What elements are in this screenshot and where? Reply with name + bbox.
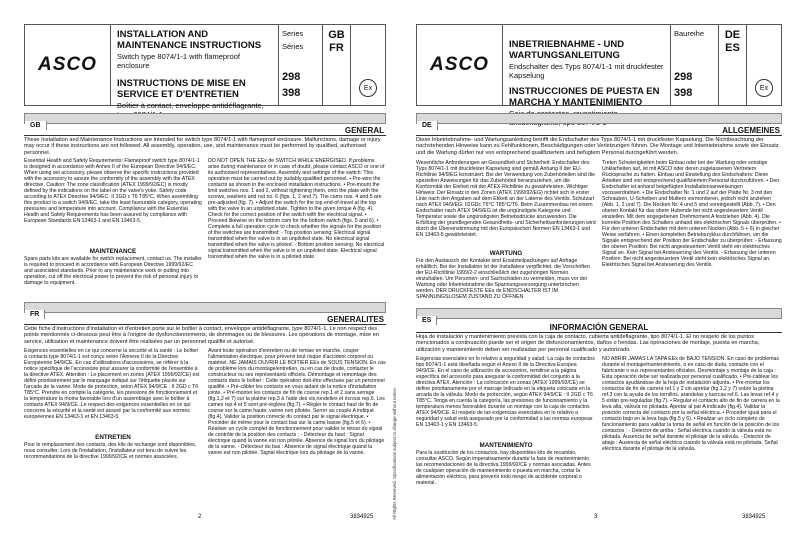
document-code: 3834925 bbox=[742, 514, 766, 520]
header bbox=[416, 24, 782, 106]
subtitle-de: Endschalter des Typs 8074/1-1 mit druckfester Kapselung bbox=[509, 62, 664, 80]
title-es: INSTRUCCIONES DE PUESTA EN MARCHA Y MANTENIMIENTO bbox=[509, 86, 660, 108]
page-number: 3 bbox=[594, 514, 598, 520]
es-general-title: INFORMACIÓN GENERAL bbox=[416, 323, 782, 333]
gb-column-2: DO NOT OPEN THE EEx de SWITCH WHILE ENERGISED. If problems arise during maintenance or in case of doubt, please contact ASCO or one of its authorised representatives. Assembly and settings of the switch: This operation must be carried out by suitably qualified personnel. • Pre-wire the contacts as shown in the enclosed installation instructions. • Pre-mount the limit switches nos. 1 and 2, without tightening them, onto the plate with the screws, washers and nut no. 6 (figs. 1, 2 and 7). The cams nos. 4 and 5 are pre-adjusted (fig. 7). • Adjust the switch for the top end-of-travel at the top with the valve in an unpiloted state. Tighten to the given torque A (fig. 4). Check for the correct position of the switch with the electrical signal. • Proceed likewise on the bottom cam for the bottom switch (figs. 5 and 6). • Complete a full operation cycle to check whether the signals for the position of the switches are transmitted: - Top position sensing: Electrical signal transmitted when the valve is in an unpiloted state. No electrical signal transmitted when the valve is piloted. - Bottom position sensing: No electrical signal transmitted when the valve is in an unpiloted state. Electrical signal transmitted when the valve is in a piloted state. bbox=[208, 158, 385, 260]
section-bar-de bbox=[416, 113, 782, 129]
series-label: Baureihe bbox=[674, 29, 705, 38]
series-box bbox=[279, 25, 323, 105]
lang-code-2: ES bbox=[725, 42, 740, 54]
gb-maintenance-text: Spare parts kits are available for switch replacement, contact us. The installer is required to proceed in accordance with European Directive 1999/92/EC and associated standards. Prior to any maintenance work or putting into operation, cut off the electrical power to prevent the risk of personal injury or damage to equipment. bbox=[24, 256, 202, 286]
section-bar-es bbox=[416, 308, 782, 324]
de-general-text: Diese Inbetriebnahme- und Wartungsanleitung betrifft die Endschalter des Typs 8074/1-1 mit druckfester Kapselung. Die Nichtbeachtung der nachstehenden Hinweise kann zu Fehlfunktionen, Beschädigungen oder Verletzungen führen. Die Montage und Inbetriebnahme sowie der Einsatz und die Wartung dürfen nur von entsprechend qualifiziertem und befugtem Personal durchgeführt werden. bbox=[416, 137, 779, 156]
title-de: INBETRIEBNAHME - UND WARTUNGSANLEITUNG bbox=[509, 39, 625, 61]
series-label-fr: Séries bbox=[282, 42, 304, 51]
es-general-text: Hoja de instalación y mantenimiento prevista con la caja de contacto, cubierta antideflagrante, tipo 8074/1-1. El no respeto de los puntos mencionados a continuación puede ser el origen de disfuncionamientos, daños o heridas. Las operaciones de montaje, puesta en marcha, utilización y mantenimiento deben ser realizadas por personal cualificado y autorizado. bbox=[416, 334, 760, 353]
es-mantenimiento-title: MANTENIMIENTO bbox=[479, 442, 533, 449]
ex-mark-box bbox=[747, 25, 781, 105]
language-codes bbox=[323, 25, 351, 105]
fr-entretien-title: ENTRETIEN bbox=[95, 434, 131, 441]
lang-code-1: GB bbox=[328, 29, 345, 41]
section-tab-fr: FR bbox=[25, 310, 45, 319]
es-column-1: Exigencias esenciales en lo relativo a seguridad y salud: La caja de contactos tipo 8074/1-1 está diseñada según el Anexo II de la Directiva Europea 94/9/CE. En el caso de utilización de accesorios, remitirse a la página específica del accesorio para asegurar la conformidad del conjunto a la directiva ATEX. Atención : La colocación en zonas (ATEX 1999/92/CE) se define prioritariamente por el marcaje indicado en la etiqueta colocada en la arcada de la válvula. Modo de protección, según ATEX 94/9/CE : II 2GD c T6 T85°C. Tenga en cuenta la categoría, las presiones de funcionamiento y la temperatura menos favorables durante un montaje con la caja de contactos ATEX 94/9/CE. El respeto de las exigencias esenciales en lo relativo a seguridad y salud está asegurado por la conformidad a las normas europeas EN 13463-1 y EN 13463-5. bbox=[416, 356, 595, 428]
section-tab-gb: GB bbox=[25, 121, 47, 130]
de-general-title: ALLGEMEINES bbox=[416, 126, 782, 136]
ex-icon: Ex bbox=[359, 79, 377, 97]
gb-maintenance-title: MAINTENANCE bbox=[89, 248, 137, 255]
asco-logo: ASCO bbox=[417, 25, 503, 105]
lang-code-1: DE bbox=[724, 29, 741, 41]
header bbox=[24, 24, 386, 110]
gb-general-text: These Installation and Maintenance Instructions are intended for switch type 8074/1-1 with flameproof enclosure. Malfunctions, damage or injury may occur if these instructions are not followed. All assembly, operation, use, and maintenance must be performed by qualified, authorised personnel. bbox=[24, 137, 381, 156]
fr-column-2: Avant toute opération d'entretien ou de remise en marche, couper l'alimentation électrique, pour prévenir tout risque d'accident corporel ou matériel. NE JAMAIS OUVRIR LE BOITIER EEx de SOUS TENSION. En cas de problème lors du montage/entretien, ou en cas de doute, contacter le constructeur ou ses représentants officiels. Démontage et remontage des contacts dans le boîtier : Cette opération doit-être effectuée par un personnel qualifié. • Pré-câbler les contacts en vous aidant de la notice d'installation jointe. • Pré-monter les contacts de fin de course rep.1 et 2 sans serrage (fig.1,2 et 7) sur la platine rep.3 à l'aide des vis,rondelles et écrous rep.6. Les cames rep.4 et 5 sont pré-réglées (fig.7). • Régler le contact haut de fin de course sur la came haute, vanne non pilotée. Serrer au couple A indiqué (fig.4). Valider la position correcte du contact par le signal électrique. • Procéder de même pour le contact bas sur la came basse (fig.5 et 6). • Réaliser un cycle complet de fonctionnement pour valider le retour du signal de contrôle de la position des contacts : - Détecteur du haut : Signal électrique quand la vanne est non pilotée. Absence de signal lors du pilotage de la vanne. - Détecteur du bas : Absence de signal électrique quand la vanne est non pilotée. Signal électrique lors du pilotage de la vanne. bbox=[208, 348, 386, 456]
series-number-2: 398 bbox=[674, 87, 693, 99]
header-titles bbox=[503, 25, 671, 108]
document-code: 3834925 bbox=[350, 514, 374, 520]
section-bar-fr bbox=[24, 302, 386, 318]
ex-icon: Ex bbox=[755, 79, 773, 97]
de-wartung-text: Für den Austausch der Kontakte sind Ersatzteilpackungen auf Anfrage erhältlich. Bei der Installation ist der Installateur verpflichtet, die Vorschriften der EU-Richtlinie 1999/2-2 einschließlich der zugehörigen Normen einzuhalten. Um Personen- und Sachschäden zu vermeiden, muss vor der Wartung oder Inbetriebnahme die Spannungsversorgung unterbrochen werden. DER DRUCKFESTE EEx de ENDSCHALTER IST IM SPANNUNGSLOSEM ZUSTAND ZU ÖFFNEN bbox=[416, 258, 590, 298]
gb-general-title: GENERAL bbox=[24, 126, 386, 136]
de-wartung-title: WARTUNG bbox=[489, 250, 523, 257]
series-number-2: 398 bbox=[282, 87, 301, 99]
fr-column-1: Exigences essentielles en ce qui concerne la sécurité et la santé : Le boîtier à contacts type 8074/1-1 est conçu selon l'Annexe II de la Directive Européenne 94/9/CE. En cas d'utilisations d'accessoires, se référer à la notice spécifique de l'accessoire pour assurer la conformité de l'ensemble à la directive ATEX. Attention : Le placement en zones (ATEX 1999/92/CE) est défini prioritairement par le marquage indiqué sur l'étiquette placée sur l'arcade de la vanne. Mode de protection, selon ATEX 94/9/CE : II 2GD c T6 T85°C. Prendre en compte la catégorie, les pressions de fonctionnement et la température la moins favorable lors d'un assemblage avec le boîtier à contacts ATEX 94/9/CE. Le respect des exigences essentielles en ce qui concerne la sécurité et la santé est assuré par la conformité aux normes européennes EN 13463-1 et EN 13463-5. bbox=[24, 348, 200, 420]
es-mantenimiento-text: Para la sustitución de los contactos, hay disponibles kits de recambio, consultar ASCO. Según imperativamente durante la fase de mantenimiento las recomendaciones de la directiva 1999/92/CE y normas asociadas. Antes de cualquier operación de mantenimiento o puesta en marcha, cortar la alimentación eléctrica, para prevenir todo riesgo de accidente corporal o material. bbox=[416, 450, 591, 486]
gb-column-1: Essential Health and Safety Requirements: Flameproof switch type 8074/1-1 is designed in accordance with Annex II of the European Directive 94/9/EC. When using set accessory, please observe the specific instructions provided with the accessory to assure the conformity of the assembly with the ATEX directive. Caution: The zone classification (ATEX 1999/92/EC) is mostly defined by the indications on the label on the valve's yoke. Safety code according to ATEX Directive 94/9/EC: II 2GD c T6 T85°C. When assembling this product to a switch 94/9/EC, take the least favourable category, operating pressures and temperature into account. Compliance with the Essential Health and Safety Requirements has been assured by compliance with European Standards EN 13463-1 and EN 13463-5. bbox=[24, 158, 202, 224]
header-titles bbox=[111, 25, 279, 110]
series-box bbox=[671, 25, 719, 105]
fr-general-text: Cette fiche d'instructions d'installation et d'entretien porte sur le boîtier à contact, enveloppe antidéflagrante, type 8074/1-1. Le non respect des points mentionnés ci-dessous peut être à l'origine de dysfonctionnements, de dommages ou de blessures. Les opérations de montage, mise en service, utilisation et maintenance doivent être réalisées par un personnel qualifié et autorisé. bbox=[24, 326, 379, 345]
right-page bbox=[404, 0, 808, 544]
title-en: INSTALLATION AND MAINTENANCE INSTRUCTIONS bbox=[117, 29, 262, 51]
series-label: Series bbox=[282, 29, 304, 38]
ex-mark-box bbox=[351, 25, 385, 105]
page-number: 2 bbox=[198, 514, 202, 520]
es-column-2: NO ABRIR JAMÁS LA TAPA EEx de BAJO TENSIÓN. En caso de problemas durante el montaje/mantenimiento, o en caso de duda, contacte con el fabricante o sus representantes oficiales. Desmontaje y montaje de la caja : Esta operación debe ser realizada por personal cualificado. • Pre-cablear los contactos ayudándose de la hoja de instalación adjunta. • Pre-montar los contactos de fin de carrera ref.1 y 2 sin apretar (fig.1,2 y 7) sobre la pletina ref.3 con la ayuda de los tornillos, arandelas y tuercas ref.6. Las levas ref.4 y 5 están pre-reguladas (fig.7). • Regular el contacto alto de fin de carrera en la leva alta, válvula no pilotada. Apretar al par A indicado (fig.4). Validar la posición correcta del contacto por la señal eléctrica. • Proceder igual para el contacto bajo en la leva baja (fig.5 y 6). • Realizar un ciclo completo de funcionamiento para validar la toma de señal en función de la posición de los contactos : - Detector de arriba : Señal eléctrica cuando la válvula está no pilotada. Ausencia de señal durante el pilotaje de la válvula. - Detector de abajo : Ausencia de señal eléctrica cuando la válvula está no pilotada. Señal eléctrica durante el pilotaje de la válvula. bbox=[602, 356, 780, 452]
section-tab-es: ES bbox=[417, 316, 437, 325]
side-copyright: All Rights Reserved. Specifications subject to change without notice. bbox=[392, 386, 397, 520]
title-fr: INSTRUCTIONS DE MISE EN SERVICE ET D'ENTRETIEN bbox=[117, 78, 246, 100]
fr-entretien-text: Pour le remplacement des contacts, des kits de rechange sont disponibles, nous consulter. Lors de l'installation, l'installateur est tenu de suivre les recommandations de la directive 1999/92/CE et normes associées. bbox=[24, 442, 197, 460]
lang-code-2: FR bbox=[329, 42, 344, 54]
de-column-1: Wesentliche Anforderungen an Gesundheit und Sicherheit: Endschalter des Typs 8074/1-1 mit druckfester Kapselung sind gemäß Anhang II der EU-Richtlinie 94/9/EG konstruiert. Bei der Verwendung von Zubehörteilen sind die speziellen Anweisungen für das Zubehörteil heranzuziehen, um die Konformität der Einheit mit der ATEX-Richtlinie zu gewährleisten. Wichtiger Hinweis: Der Einsatz in den Zonen (ATEX 1999/92/EG) richtet sich in erster Linie nach den Angaben auf dem Etikett an der Laterne des Ventils. Schutzart nach ATEX 94/9/EG: II2GDc T6°C T85°C/T6. Beim Zusammenbau mit einem Endschalter nach ATEX 94/9/EG ist die ungünstigste Kategorie und Temperatur sowie die ungünstigsten Betriebsdrücke anzuwenden. Die Erfüllung der grundlegenden Gesundheits- und Sicherheitsanforderungen wird durch die Übereinstimmung mit den Europäischen Normen EN 13463-1 und EN 13463-5 gewährleistet. bbox=[416, 160, 596, 238]
asco-logo: ASCO bbox=[25, 25, 111, 105]
subtitle-fr: Boîtier à contact, enveloppe antidéflagrante, bbox=[117, 101, 264, 110]
series-number-1: 298 bbox=[674, 71, 693, 83]
section-bar-gb bbox=[24, 113, 386, 129]
language-codes bbox=[719, 25, 747, 105]
series-number-1: 298 bbox=[282, 71, 301, 83]
de-column-2: Treten Schwierigkeiten beim Einbau oder bei der Wartung oder sonstige Unklarheiten auf, ist mit ASCO oder deren zugelassenen Vertretern Rücksprache zu halten. Einbau und Einstellung des Endschalters: Diese Arbeiten sind von entsprechend qualifiziertem Personal durchzuführen. • Den Endschalter ist anhand beigefügten Installationsanweisungen vorzuverdrahten. • Die Endschalter Nr. 1 und 2 auf der Platte Nr. 3 mit den Schrauben, U-Scheiben und Muttern vormontieren, jedoch nicht anziehen (Abb. 1, 2 und 7). Die Nocken Nr. 4 und 5 sind voreingestellt (Abb. 7). • Den oberen Kontakt für das obere Hubende bei nicht angesteuertem Ventil einstellen. Mit dem angegebenen Drehmoment A festziehen (Abb. 4). Die korrekte Position des Schalters anhand des elektrischen Signals überprüfen. • Für den unteren Endschalter mit dem unteren Nocken (Abb. 5 + 6) in gleicher Weise verfahren. • Einen kompletten Betriebszyklus durchführen, um die Signale entsprechend der Position der Endschalter zu überprüfen: - Erfassung der oberen Position: Bei nicht angesteuertem Ventil steht ein elektrisches Signal an. Kein Signal bei Ansteuerung des Ventils. - Erfassung der unteren Position: Bei nicht angesteuertem Ventil steht kein elektrisches Signal an. Elektrisches Signal bei Ansteuerung des Ventils. bbox=[602, 160, 782, 268]
fr-general-title: GENERALITES bbox=[24, 315, 386, 325]
subtitle-en: Switch type 8074/1-1 with flameproof enclosure bbox=[117, 52, 240, 70]
section-tab-de: DE bbox=[417, 121, 438, 130]
